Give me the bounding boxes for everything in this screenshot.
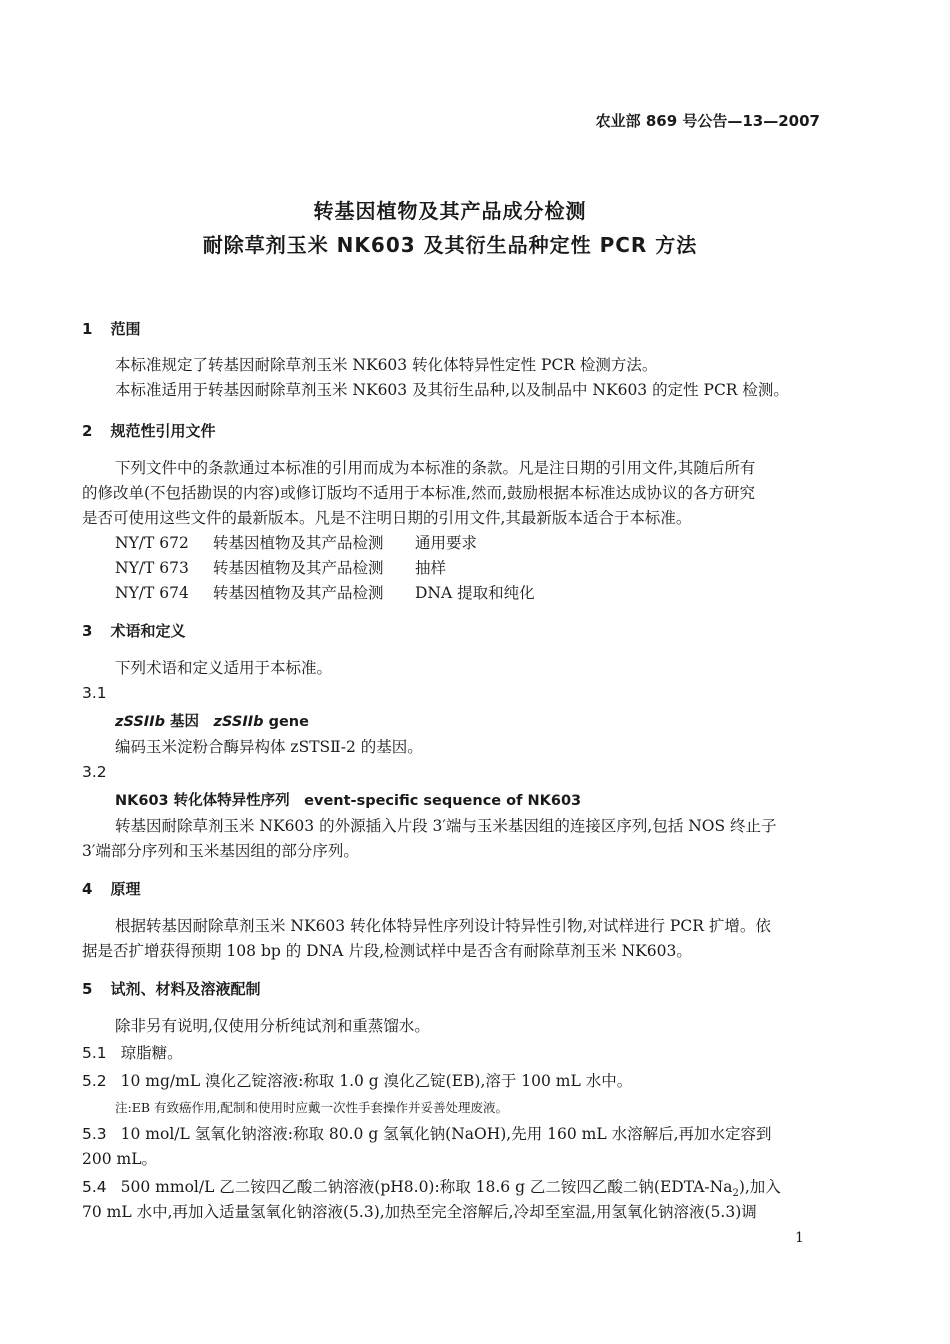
term-heading: NK603 转化体特异性序列 event-specific sequence of NK603 (115, 793, 582, 809)
term-italic: zSSIIb (115, 714, 165, 730)
section-2-heading (82, 420, 215, 441)
document-number: 农业部 869 号公告—13—2007 (595, 112, 820, 130)
clause-text: 500 mmol/L 乙二铵四乙酸二钠溶液(pH8.0):称取 18.6 g 乙二铵四乙酸二钠(EDTA-Na (120, 1178, 733, 1196)
section-title: 原理 (110, 880, 141, 898)
term-heading (115, 710, 309, 735)
paragraph: 除非另有说明,仅使用分析纯试剂和重蒸馏水。 (115, 1017, 430, 1035)
clause-text-line: 70 mL 水中,再加入适量氢氧化钠溶液(5.3),加热至完全溶解后,冷却至室温,用氢氧化钠溶液(5.3)调 (82, 1203, 757, 1221)
title-line-1: 转基因植物及其产品成分检测 (313, 199, 587, 223)
term-en: gene (263, 714, 309, 730)
list-item (82, 1041, 183, 1066)
reference-title: 转基因植物及其产品检测 (213, 584, 384, 602)
paragraph-line: 据是否扩增获得预期 108 bp 的 DNA 片段,检测试样中是否含有耐除草剂玉米 NK603。 (82, 942, 692, 960)
clause-number: 5.4 (82, 1178, 107, 1196)
reference-title: 转基因植物及其产品检测 (213, 534, 384, 552)
section-title: 规范性引用文件 (110, 422, 216, 440)
list-item (82, 1069, 632, 1094)
section-number: 5 (82, 980, 93, 998)
clause-text: 琼脂糖。 (120, 1044, 183, 1062)
clause-text-line: 200 mL。 (82, 1150, 158, 1168)
section-title: 试剂、材料及溶液配制 (110, 980, 261, 998)
paragraph-line: 下列文件中的条款通过本标准的引用而成为本标准的条款。凡是注日期的引用文件,其随后所有 (115, 459, 756, 477)
reference-subject: 抽样 (415, 559, 447, 577)
reference-subject: DNA 提取和纯化 (415, 584, 535, 602)
section-5-heading (82, 978, 260, 999)
clause-text: 10 mol/L 氢氧化钠溶液:称取 80.0 g 氢氧化钠(NaOH),先用 160 mL 水溶解后,再加水定容到 (120, 1125, 772, 1143)
paragraph: 本标准适用于转基因耐除草剂玉米 NK603 及其衍生品种,以及制品中 NK603 的定性 PCR 检测。 (115, 381, 789, 399)
section-number: 3 (82, 622, 93, 640)
paragraph: 下列术语和定义适用于本标准。 (115, 659, 333, 677)
paragraph-line: 的修改单(不包括勘误的内容)或修订版均不适用于本标准,然而,鼓励根据本标准达成协议的各方研究 (82, 484, 755, 502)
clause-number: 5.2 (82, 1072, 107, 1090)
section-title: 范围 (110, 320, 141, 338)
section-3-heading (82, 620, 185, 641)
paragraph: 本标准规定了转基因耐除草剂玉米 NK603 转化体特异性定性 PCR 检测方法。 (115, 356, 658, 374)
section-title: 术语和定义 (110, 622, 186, 640)
paragraph-line: 是否可使用这些文件的最新版本。凡是不注明日期的引用文件,其最新版本适合于本标准。 (82, 509, 692, 527)
clause-text: 10 mg/mL 溴化乙锭溶液:称取 1.0 g 溴化乙锭(EB),溶于 100 mL 水中。 (120, 1072, 633, 1090)
term-definition: 编码玉米淀粉合酶异构体 zSTSⅡ-2 的基因。 (115, 738, 423, 756)
reference-row (115, 531, 477, 556)
note: 注:EB 有致癌作用,配制和使用时应戴一次性手套操作并妥善处理废液。 (115, 1100, 508, 1115)
reference-code: NY/T 672 (115, 534, 189, 552)
reference-title: 转基因植物及其产品检测 (213, 559, 384, 577)
section-number: 2 (82, 422, 93, 440)
page-number: 1 (795, 1230, 804, 1246)
list-item (82, 1122, 772, 1147)
term-en-italic: zSSIIb (213, 714, 264, 730)
title-line-2: 耐除草剂玉米 NK603 及其衍生品种定性 PCR 方法 (202, 233, 698, 257)
reference-subject: 通用要求 (415, 534, 478, 552)
section-4-heading (82, 878, 140, 899)
term-definition-line: 转基因耐除草剂玉米 NK603 的外源插入片段 3′端与玉米基因组的连接区序列,包括 NOS 终止子 (115, 817, 777, 835)
clause-number: 3.1 (82, 684, 107, 702)
subscript: 2 (732, 1188, 739, 1200)
reference-row (115, 556, 446, 581)
reference-code: NY/T 673 (115, 559, 189, 577)
section-number: 4 (82, 880, 93, 898)
term-cn: 基因 (164, 714, 214, 730)
paragraph-line: 根据转基因耐除草剂玉米 NK603 转化体特异性序列设计特异性引物,对试样进行 PCR 扩增。依 (115, 917, 771, 935)
section-1-heading (82, 318, 140, 339)
term-definition-line: 3′端部分序列和玉米基因组的部分序列。 (82, 842, 359, 860)
reference-code: NY/T 674 (115, 584, 189, 602)
clause-number: 5.3 (82, 1125, 107, 1143)
section-number: 1 (82, 320, 93, 338)
reference-row (115, 581, 535, 606)
clause-text: ),加入 (738, 1178, 781, 1196)
clause-number: 5.1 (82, 1044, 107, 1062)
clause-number: 3.2 (82, 763, 107, 781)
